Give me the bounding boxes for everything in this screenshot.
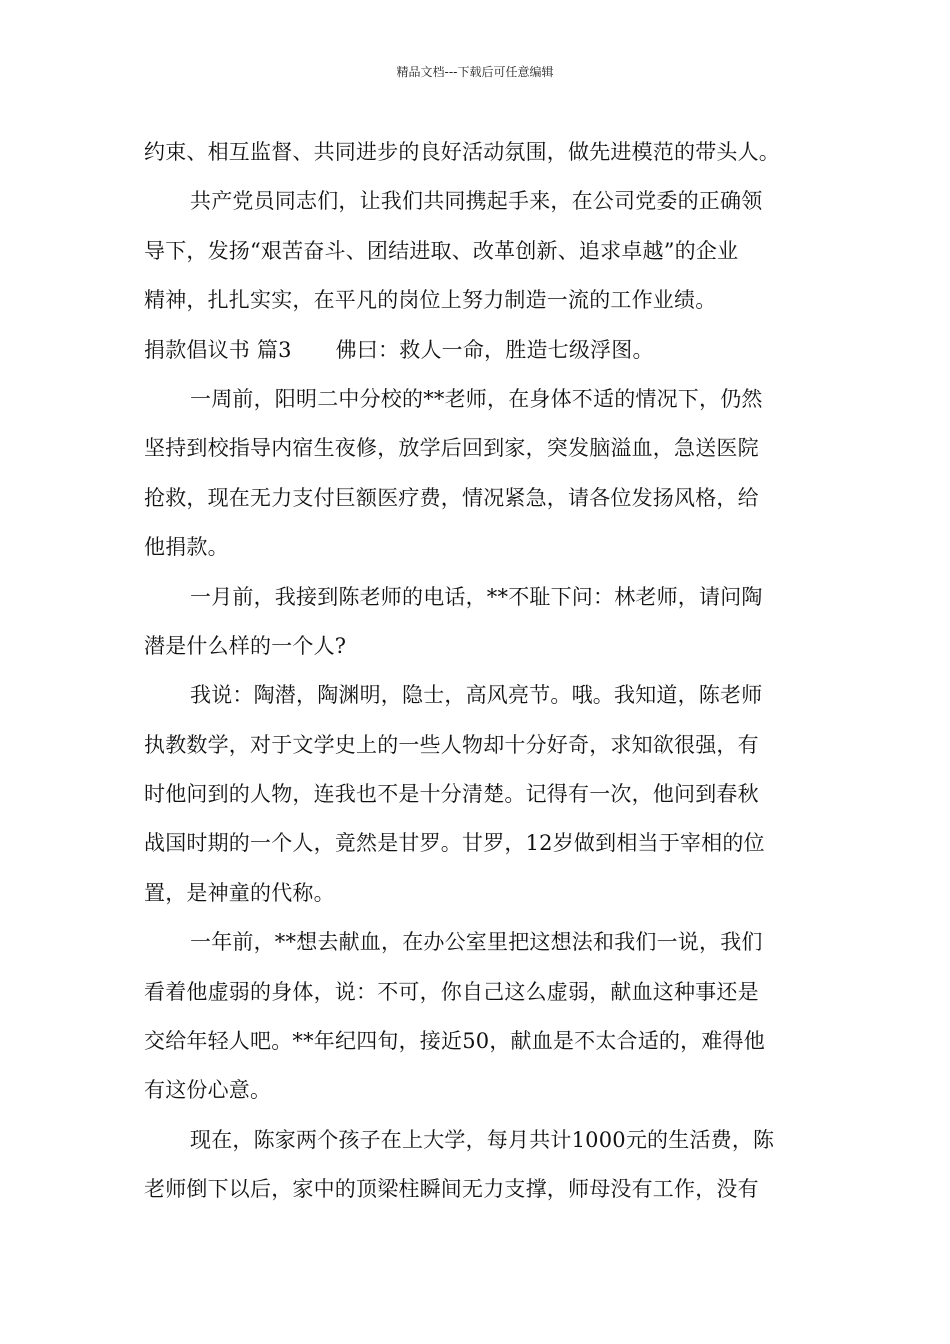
section-title: 捐款倡议书 篇3	[144, 337, 292, 362]
text-line: 精神，扎扎实实，在平凡的岗位上努力制造一流的工作业绩。	[144, 288, 717, 313]
page-header: 精品文档---下载后可任意编辑	[396, 65, 554, 79]
text-line: 时他问到的人物，连我也不是十分清楚。记得有一次，他问到春秋	[144, 782, 759, 807]
paragraph-one-month-ago	[144, 573, 809, 672]
paragraph-one-week-ago	[144, 375, 809, 573]
text-line: 执教数学，对于文学史上的一些人物却十分好奇，求知欲很强，有	[144, 732, 759, 757]
text-line: 战国时期的一个人，竟然是甘罗。甘罗，12岁做到相当于宰相的位	[144, 831, 765, 856]
text-line: 一月前，我接到陈老师的电话，**不耻下问：林老师，请问陶	[190, 584, 763, 609]
text-line: 老师倒下以后，家中的顶梁柱瞬间无力支撑，师母没有工作，没有	[144, 1177, 759, 1202]
text-line: 导下，发扬“艰苦奋斗、团结进取、改革创新、追求卓越”的企业	[144, 238, 739, 263]
text-line: 一周前，阳明二中分校的**老师，在身体不适的情况下，仍然	[190, 386, 763, 411]
text-line: 约束、相互监督、共同进步的良好活动氛围，做先进模范的带头人。	[144, 140, 780, 164]
paragraph-i-said	[144, 671, 809, 918]
text-line: 坚持到校指导内宿生夜修，放学后回到家，突发脑溢血，急送医院	[144, 436, 759, 461]
text-line: 我说：陶潜，陶渊明，隐士，高风亮节。哦。我知道，陈老师	[190, 683, 763, 708]
text-line: 潜是什么样的一个人?	[144, 633, 347, 658]
paragraph-party-appeal	[144, 177, 809, 325]
text-line: 看着他虚弱的身体，说：不可，你自己这么虚弱，献血这种事还是	[144, 979, 759, 1004]
text-line: 有这份心意。	[144, 1078, 272, 1103]
text-line: 现在，陈家两个孩子在上大学，每月共计1000元的生活费，陈	[190, 1127, 775, 1152]
document-body	[144, 128, 809, 1215]
paragraph-one-year-ago	[144, 918, 809, 1116]
paragraph-now	[144, 1116, 809, 1215]
text-line: 置，是神童的代称。	[144, 880, 335, 905]
text-line: 共产党员同志们，让我们共同携起手来，在公司党委的正确领	[190, 189, 763, 214]
section-heading	[144, 326, 809, 375]
text-line: 他捐款。	[144, 535, 229, 560]
paragraph-continuation	[144, 128, 809, 177]
section-quote: 佛曰：救人一命，胜造七级浮图。	[335, 337, 654, 362]
text-line: 一年前，**想去献血，在办公室里把这想法和我们一说，我们	[190, 930, 763, 955]
text-line: 交给年轻人吧。**年纪四旬，接近50，献血是不太合适的，难得他	[144, 1029, 765, 1054]
text-line: 抢救，现在无力支付巨额医疗费，情况紧急，请各位发扬风格，给	[144, 485, 759, 510]
